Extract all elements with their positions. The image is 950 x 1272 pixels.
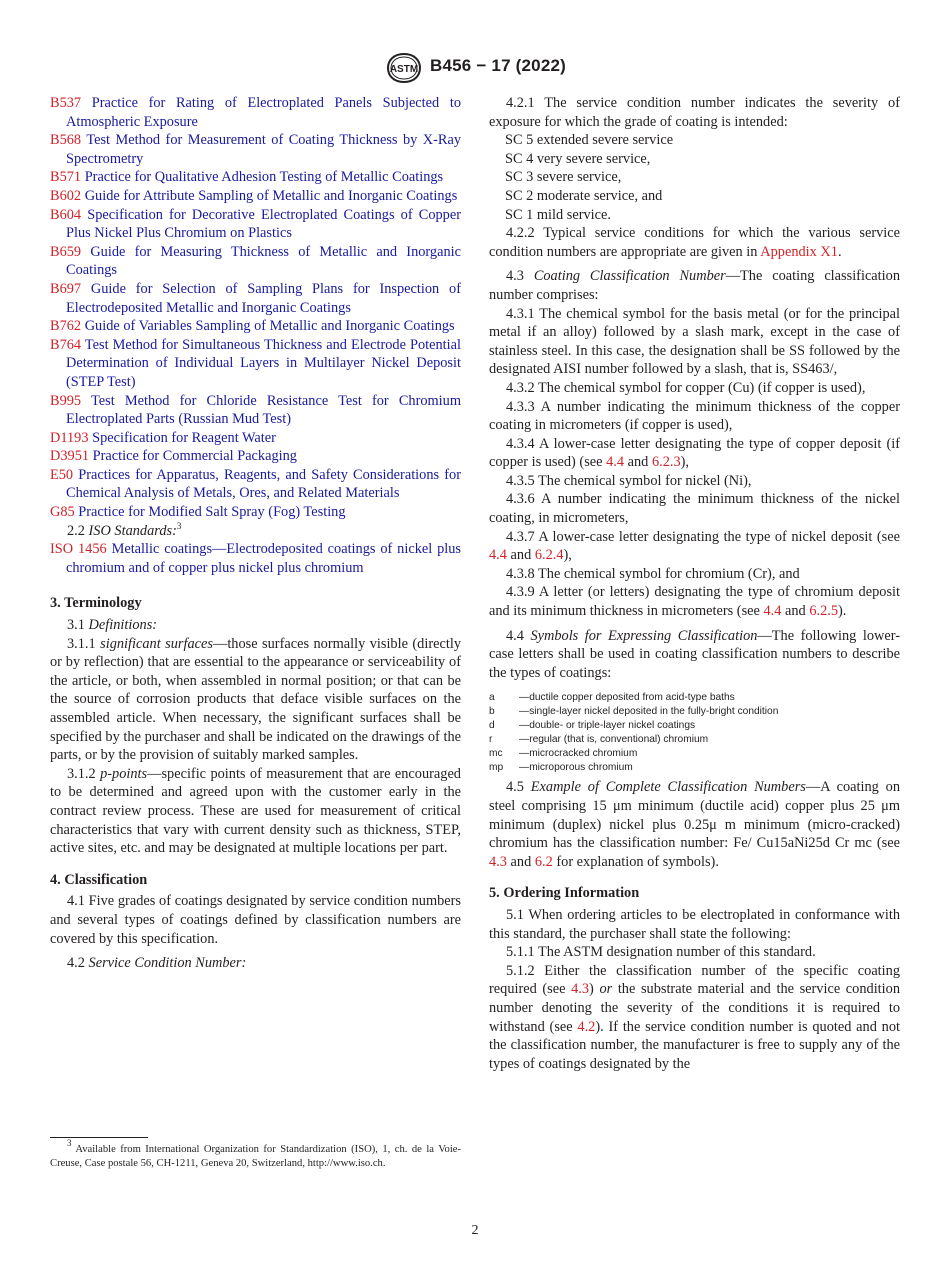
link-6-2-5[interactable]: 6.2.5 [809,603,839,620]
link-6-2-4[interactable]: 6.2.4 [534,547,564,564]
paragraph-4-5: 4.5 Example of Complete Classification Numbers—A coating on steel comprising 15 μm minimum (ductile acid) copper plus 25 μm minimum (duplex) nickel plus 0.25μ m minimum (micro-cracked) chromium has the classification number: Fe/ Cu15aNi25d Cr mc (see 4.3 and 6.2 for explanation of symbols). [489,779,900,870]
reference-item[interactable] [50,243,461,280]
reference-item[interactable] [50,466,461,503]
paragraph-4-3-3: 4.3.3 A number indicating the minimum thickness of the copper coating in micrometers (if copper is used), [489,398,900,434]
link-6-2-3[interactable]: 6.2.3 [651,454,681,471]
paragraph-4-3-4: 4.3.4 A lower-case letter designating the type of copper deposit (if copper is used) (see 4.4 and 6.2.3), [489,435,900,471]
reference-iso-1456[interactable] [50,540,461,577]
link-appendix-x1[interactable]: Appendix X1 [760,243,838,260]
symbol-code: mp [489,762,504,774]
service-condition-item: SC 2 moderate service, and [505,187,663,204]
reference-code[interactable]: B995 [50,392,82,409]
reference-title[interactable]: Practice for Qualitative Adhesion Testing of Metallic Coatings [84,169,444,186]
document-designation: B456 − 17 (2022) [430,56,566,75]
footnote [50,1138,461,1172]
reference-item[interactable] [50,280,461,317]
paragraph-3-1-2: 3.1.2 p-points—specific points of measurement that are encouraged to be determined and agreed upon with the customer early in the contract review process. These are used for measurement of critical characteristics that vary with current density such as thickness, STEP, active sites, etc. and may be designated at multiple locations per part. [50,765,461,857]
page-number: 2 [471,1223,479,1238]
paragraph-4-3-6: 4.3.6 A number indicating the minimum thickness of the nickel coating, in micrometers, [489,491,900,527]
footnote-number: 3 [67,1138,72,1148]
section-4-heading: 4. Classification [50,871,148,888]
reference-title[interactable]: Metallic coatings—Electrodeposited coatings of nickel plus chromium and of copper plus nickel plus chromium [66,541,462,576]
reference-title[interactable]: Practice for Rating of Electroplated Panels Subjected to Atmospheric Exposure [66,95,462,130]
symbol-row [489,719,900,733]
service-condition-item: SC 5 extended severe service [505,132,674,149]
symbol-description: —microporous chromium [519,762,633,774]
reference-code[interactable]: D3951 [50,448,90,465]
paragraph-4-3-8: 4.3.8 The chemical symbol for chromium (Cr), and [506,565,800,582]
reference-code[interactable]: ISO 1456 [50,541,107,558]
reference-code[interactable]: B602 [50,187,82,204]
reference-title[interactable]: Test Method for Chloride Resistance Test for Chromium Electroplated Parts (Russian Mud Test) [66,392,461,428]
service-condition-item: SC 3 severe service, [505,169,622,186]
paragraph-4-3-1: 4.3.1 The chemical symbol for the basis metal (or for the principal metal if an alloy) followed by a slash mark, except in the case of stainless steel. In this case, the designation shall be SS followed by the designated AISI number followed by a slash, that is, SS463/, [489,305,900,378]
paragraph-4-4: 4.4 Symbols for Expressing Classification—The following lower-case letters shall be used in coating classification numbers to describe the types of coatings: [489,627,900,681]
reference-title[interactable]: Test Method for Measurement of Coating Thickness by X-Ray Spectrometry [66,132,461,167]
service-condition-item: SC 1 mild service. [505,206,611,223]
paragraph-3-1: 3.1 Definitions: [67,617,158,634]
paragraph-4-2-2: 4.2.2 Typical service conditions for which the various service condition numbers are appropriate are given in Appendix X1. [489,225,900,260]
reference-title[interactable]: Practice for Commercial Packaging [92,448,297,465]
reference-code[interactable]: E50 [50,466,74,483]
reference-item[interactable] [50,429,461,448]
left-column [50,94,461,973]
reference-code[interactable]: B571 [50,169,82,186]
reference-title[interactable]: Specification for Reagent Water [92,429,276,446]
link-4-2[interactable]: 4.2 [577,1018,596,1035]
symbol-description: —single-layer nickel deposited in the fully-bright condition [519,706,779,718]
reference-title[interactable]: Test Method for Simultaneous Thickness and Electrode Potential Determination of Individual Layers in Multilayer Nickel Deposit (STEP Test) [66,336,462,390]
reference-item[interactable] [50,131,461,168]
paragraph-4-2: 4.2 Service Condition Number: [67,955,247,972]
reference-code[interactable]: B762 [50,318,82,335]
reference-item[interactable] [50,447,461,466]
symbol-code: r [489,734,493,746]
symbol-code: d [489,720,495,732]
footnote-text: Available from International Organization for Standardization (ISO), 1, ch. de la Voie-Creuse, Case postale 56, CH-1211, Geneva 20, Switzerland, http://www.iso.ch. [50,1144,461,1170]
reference-title[interactable]: Practices for Apparatus, Reagents, and Safety Considerations for Chemical Analysis of Metals, Ores, and Related Materials [66,466,461,502]
reference-item[interactable] [50,336,461,392]
symbol-row [489,747,900,761]
reference-title[interactable]: Guide for Selection of Sampling Plans for Inspection of Electrodeposited Metallic and Inorganic Coatings [66,280,461,316]
reference-item[interactable] [50,317,461,336]
link-4-4[interactable]: 4.4 [763,603,782,620]
symbol-code: a [489,692,495,704]
reference-code[interactable]: B764 [50,336,82,353]
paragraph-4-2-1: 4.2.1 The service condition number indicates the severity of exposure for which the grade of coating is intended: [489,95,900,130]
reference-item[interactable] [50,206,461,243]
reference-code[interactable]: G85 [50,504,75,521]
reference-code[interactable]: B537 [50,95,82,111]
section-3-heading: 3. Terminology [50,595,142,612]
right-column [489,94,900,1073]
paragraph-5-1-2: 5.1.2 Either the classification number of the specific coating required (see 4.3) or the substrate material and the service condition number denoting the severity of the conditions it is required to withstand (see 4.2). If the service condition number is quoted and not the classification number, the manufacturer is free to supply any of the types of coatings designated by the [489,962,900,1072]
symbol-table [489,691,900,775]
symbol-description: —microcracked chromium [519,748,638,760]
paragraph-5-1: 5.1 When ordering articles to be electroplated in conformance with this standard, the purchaser shall state the following: [489,906,900,942]
reference-code[interactable]: D1193 [50,429,89,446]
paragraph-4-3: 4.3 Coating Classification Number—The coating classification number comprises: [489,268,900,303]
service-condition-item: SC 4 very severe service, [505,150,651,167]
iso-standards-heading: 2.2 ISO Standards:$^3$ [67,520,182,539]
symbol-description: —double- or triple-layer nickel coatings [519,720,696,732]
paragraph-4-3-9: 4.3.9 A letter (or letters) designating the type of chromium deposit and its minimum thickness in micrometers (see 4.4 and 6.2.5). [489,584,900,620]
symbol-row [489,761,900,775]
logo-text: ASTM [389,64,419,75]
reference-code[interactable]: B659 [50,243,82,260]
reference-title[interactable]: Guide for Measuring Thickness of Metallic and Inorganic Coatings [66,243,461,279]
reference-item[interactable] [50,187,461,206]
symbol-description: —ductile copper deposited from acid-type baths [519,692,735,704]
reference-code[interactable]: B697 [50,280,82,297]
reference-item[interactable] [50,168,461,187]
reference-title[interactable]: Specification for Decorative Electroplated Coatings of Copper Plus Nickel Plus Chromium on Plastics [66,206,461,242]
paragraph-3-1-1: 3.1.1 significant surfaces—those surfaces normally visible (directly or by reflection) that are essential to the appearance or serviceability of the article, or both, when assembled in normal position; or that can be the source of corrosion products that deface visible surfaces on the assembled article. When necessary, the significant surfaces shall be specified by the purchaser and shall be indicated on the drawings of the parts, or by the provision of suitably marked samples. [50,635,461,764]
astm-logo-icon [385,52,423,84]
paragraph-5-1-1: 5.1.1 The ASTM designation number of this standard. [506,944,816,961]
reference-list [50,94,461,522]
paragraph-4-1: 4.1 Five grades of coatings designated by service condition numbers and several types of coatings defined by classification numbers are covered by this specification. [50,893,461,947]
service-condition-list [489,131,900,224]
symbol-row [489,691,900,705]
reference-title[interactable]: Guide of Variables Sampling of Metallic and Inorganic Coatings [84,318,455,335]
symbol-row [489,705,900,719]
footnote-divider [50,1137,148,1138]
reference-item[interactable] [50,392,461,429]
link-4-3[interactable]: 4.3 [571,981,590,998]
footnote-mark: 3 [176,520,182,531]
link-6-2[interactable]: 6.2 [534,853,553,870]
link-4-4[interactable]: 4.4 [606,454,625,471]
symbol-row [489,733,900,747]
symbol-code: mc [489,748,503,760]
section-5-heading: 5. Ordering Information [489,885,640,902]
page-header [0,52,950,86]
reference-title[interactable]: Guide for Attribute Sampling of Metallic and Inorganic Coatings [84,187,458,204]
reference-code[interactable]: B604 [50,206,82,223]
symbol-code: b [489,706,495,718]
paragraph-4-3-2: 4.3.2 The chemical symbol for copper (Cu) (if copper is used), [506,379,866,396]
link-4-4[interactable]: 4.4 [489,547,507,564]
paragraph-4-3-5: 4.3.5 The chemical symbol for nickel (Ni), [506,472,752,489]
symbol-description: —regular (that is, conventional) chromium [519,734,709,746]
reference-code[interactable]: B568 [50,132,82,149]
reference-item[interactable] [50,94,461,131]
link-4-3[interactable]: 4.3 [489,853,507,870]
reference-title[interactable]: Practice for Modified Salt Spray (Fog) Testing [78,504,346,521]
reference-item[interactable] [50,503,461,522]
paragraph-4-3-7: 4.3.7 A lower-case letter designating the type of nickel deposit (see 4.4 and 6.2.4), [489,528,900,564]
